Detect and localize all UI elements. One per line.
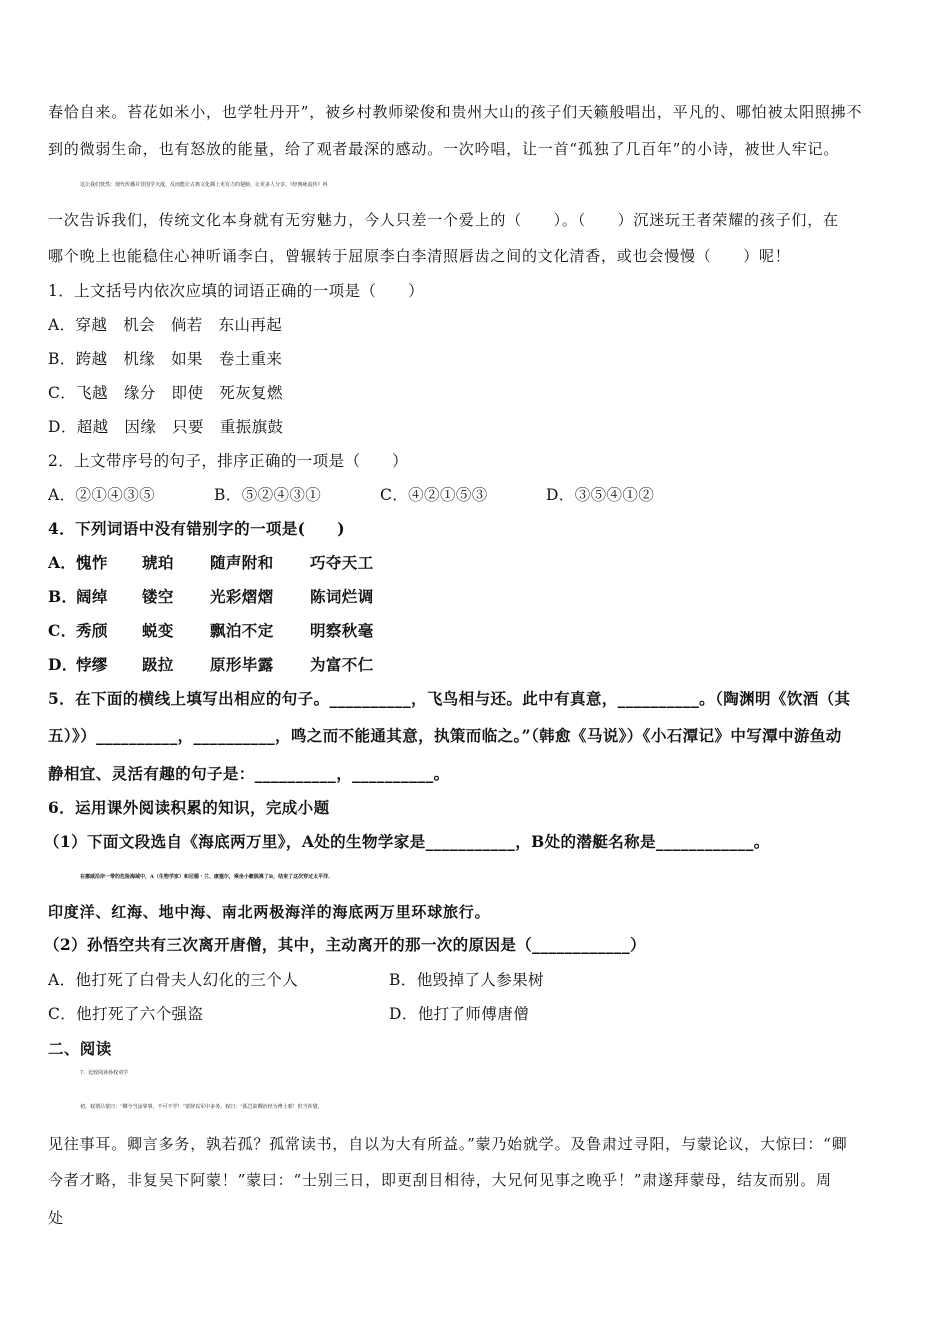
question-4-stem: 4．下列词语中没有错别字的一项是( ) bbox=[48, 519, 345, 538]
section-heading: 二、阅读 bbox=[48, 1039, 112, 1058]
option-word: 飘泊不定 bbox=[210, 621, 274, 640]
option-word: 光彩熠熠 bbox=[210, 587, 274, 606]
question-6-option-a: A．他打死了白骨夫人幻化的三个人 bbox=[48, 971, 299, 989]
question-6-option-d: D．他打了师傅唐僧 bbox=[389, 1005, 530, 1023]
question-5-line: 五）》）__________，__________，鸣之而不能通其意，执策而临之。”（韩愈《马说》）《小石潭记》中写潭中游鱼动 bbox=[48, 726, 842, 745]
question-6-excerpt: 印度洋、红海、地中海、南北两极海洋的海底两万里环球旅行。 bbox=[48, 903, 491, 921]
question-1-option-d: D．超越 因缘 只要 重振旗鼓 bbox=[48, 418, 284, 436]
question-6-sub2: （2）孙悟空共有三次离开唐僧，其中，主动离开的那一次的原因是（____________） bbox=[44, 935, 646, 954]
question-1-option-a: A．穿越 机会 倘若 东山再起 bbox=[48, 316, 283, 334]
option-letter: A． bbox=[48, 553, 77, 572]
question-7-title: 7．比较阅读孙权劝学 bbox=[80, 1070, 129, 1076]
option-word: 明察秋毫 bbox=[310, 621, 374, 640]
question-6-excerpt: 在挪威沿岸一带的危险海域中，A（生物学家）和尼德・兰、康塞尔，乘坐小艇脱离了B，结束了这次穿过太平洋、 bbox=[80, 874, 334, 880]
question-1-option-c: C．飞越 缘分 即使 死灰复燃 bbox=[48, 384, 283, 402]
question-2-stem: 2．上文带序号的句子，排序正确的一项是（ ） bbox=[48, 452, 409, 470]
passage-line: 这让我们恍然：现代传播并非国学天敌，反而能让古典文化插上更有力的翅膀，让更多人分享。《经典咏流传》再 bbox=[80, 182, 328, 188]
question-4-option-d bbox=[48, 654, 908, 676]
option-word: 巧夺天工 bbox=[310, 553, 374, 572]
option-word: 镂空 bbox=[142, 587, 174, 606]
question-5-line: 静相宜、灵活有趣的句子是：__________，__________。 bbox=[48, 764, 450, 783]
question-6-sub1: （1）下面文段选自《海底两万里》，A处的生物学家是___________，B处的潜艇名称是____________。 bbox=[44, 832, 770, 851]
reading-text-line: 见往事耳。卿言多务，孰若孤？孤常读书，自以为大有所益。”蒙乃始就学。及鲁肃过寻阳，与蒙论议，大惊曰：“卿 bbox=[48, 1135, 848, 1153]
option-word: 秀颀 bbox=[76, 621, 108, 640]
question-6-stem: 6．运用课外阅读积累的知识，完成小题 bbox=[48, 798, 330, 817]
question-2-option-d: D．③⑤④①② bbox=[546, 486, 655, 504]
question-2-option-a: A．②①④③⑤ bbox=[48, 486, 155, 504]
option-letter: D． bbox=[48, 655, 78, 674]
question-5-line: 5．在下面的横线上填写出相应的句子。__________，飞鸟相与还。此中有真意，__________。（陶渊明《饮酒（其 bbox=[48, 689, 851, 708]
option-word: 趿拉 bbox=[142, 655, 174, 674]
question-6-options-row2 bbox=[48, 1003, 908, 1025]
question-1-stem: 1．上文括号内依次应填的词语正确的一项是（ ） bbox=[48, 282, 424, 300]
passage-line: 哪个晚上也能稳住心神听诵李白，曾辗转于屈原李白李清照唇齿之间的文化清香，或也会慢慢（ ）呢！ bbox=[48, 247, 791, 265]
option-word: 愧怍 bbox=[76, 553, 108, 572]
option-word: 琥珀 bbox=[142, 553, 174, 572]
question-4-option-a bbox=[48, 552, 908, 574]
passage-line: 一次告诉我们，传统文化本身就有无穷魅力，今人只差一个爱上的（ ）。（ ）沉迷玩王者荣耀的孩子们，在 bbox=[48, 211, 839, 229]
option-word: 原形毕露 bbox=[210, 655, 274, 674]
option-word: 阔绰 bbox=[76, 587, 108, 606]
question-2-option-c: C．④②①⑤③ bbox=[380, 486, 488, 504]
option-word: 为富不仁 bbox=[310, 655, 374, 674]
option-word: 蜕变 bbox=[142, 621, 174, 640]
passage-line: 到的微弱生命，也有怒放的能量，给了观者最深的感动。一次吟唱，让一首“孤独了几百年”的小诗，被世人牢记。 bbox=[48, 140, 840, 158]
question-4-option-b bbox=[48, 586, 908, 608]
question-6-option-b: B．他毁掉了人参果树 bbox=[389, 971, 544, 989]
reading-text-line: 初，权谓吕蒙曰：“卿今当涂掌事，不可不学！”蒙辞以军中多务。权曰：“孤岂欲卿治经为博士邪！但当涉猎， bbox=[80, 1104, 323, 1110]
option-word: 陈词烂调 bbox=[310, 587, 374, 606]
passage-line: 春恰自来。苔花如米小，也学牡丹开”，被乡村教师梁俊和贵州大山的孩子们天籁般唱出，平凡的、哪怕被太阳照拂不 bbox=[48, 103, 863, 121]
question-6-option-c: C．他打死了六个强盗 bbox=[48, 1005, 204, 1023]
question-2-options bbox=[48, 484, 908, 506]
option-letter: B． bbox=[48, 587, 78, 606]
option-word: 悖缪 bbox=[76, 655, 108, 674]
question-4-option-c bbox=[48, 620, 908, 642]
option-word: 随声附和 bbox=[210, 553, 274, 572]
reading-text-line: 处 bbox=[48, 1209, 64, 1227]
option-letter: C． bbox=[48, 621, 77, 640]
question-6-options-row1 bbox=[48, 969, 908, 991]
question-2-option-b: B．⑤②④③① bbox=[214, 486, 322, 504]
reading-text-line: 今者才略，非复吴下阿蒙！”蒙曰：“士别三日，即更刮目相待，大兄何见事之晚乎！”肃遂拜蒙母，结友而别。周 bbox=[48, 1171, 832, 1189]
question-1-option-b: B．跨越 机缘 如果 卷土重来 bbox=[48, 350, 283, 368]
